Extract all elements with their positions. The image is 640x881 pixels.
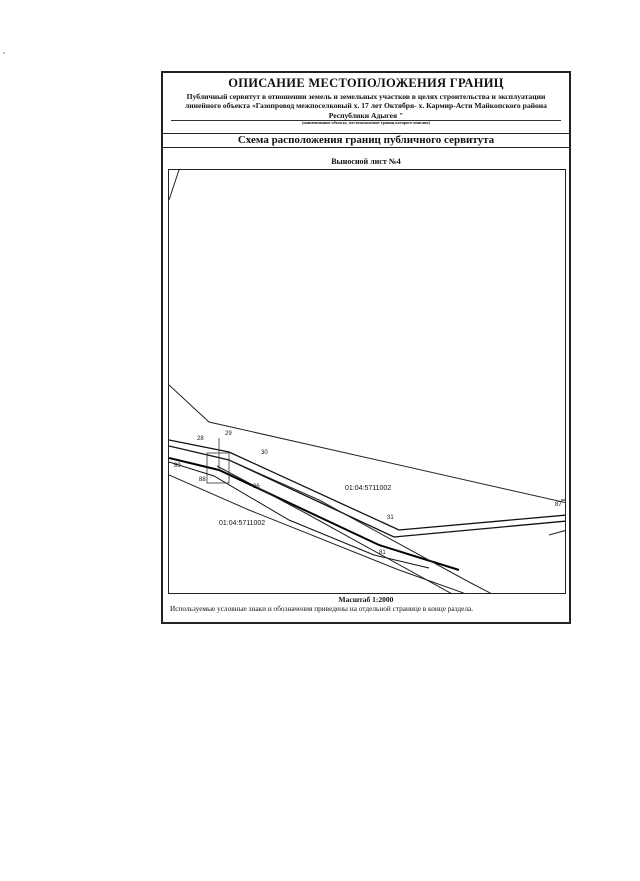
map-svg bbox=[169, 170, 566, 594]
document-title: ОПИСАНИЕ МЕСТОПОЛОЖЕНИЯ ГРАНИЦ bbox=[228, 76, 504, 90]
header-block bbox=[163, 73, 569, 134]
scale-label: Масштаб 1:2000 bbox=[338, 595, 394, 604]
point-label-81: 81 bbox=[379, 550, 386, 556]
document-frame bbox=[161, 71, 571, 624]
object-note: (наименование объекта, местоположение границ которого описано) bbox=[302, 120, 430, 125]
map-boundary-line bbox=[169, 170, 179, 200]
legend-note: Используемые условные знаки и обозначения приведены на отдельной странице в конце раздела. bbox=[170, 604, 474, 613]
edge-tick-2 bbox=[549, 530, 566, 535]
road-edge-1 bbox=[229, 460, 494, 594]
point-label-87: 87 bbox=[555, 502, 562, 508]
point-label-28: 28 bbox=[197, 436, 204, 442]
parcel-label-lower: 01:04:5711002 bbox=[219, 520, 266, 527]
scheme-title: Схема расположения границ публичного сервитута bbox=[163, 133, 569, 148]
map-drawing bbox=[168, 169, 566, 594]
sheet-label: Выносной лист №4 bbox=[331, 157, 401, 166]
point-label-88: 88 bbox=[199, 477, 206, 483]
document-subtitle: Публичный сервитут в отношении земель и земельных участков в целях строительства и эксплуатации линейного объекта «Газопровод межпоселковый х. 17 лет Октября- х. Кармир-Асти Майкопского района Республики Адыгея " bbox=[185, 92, 547, 120]
point-label-89: 89 bbox=[174, 463, 181, 469]
point-label-86: 86 bbox=[253, 484, 260, 490]
point-label-30: 30 bbox=[261, 450, 268, 456]
point-label-31: 31 bbox=[387, 515, 394, 521]
scan-speck bbox=[3, 52, 5, 54]
point-label-29: 29 bbox=[225, 431, 232, 437]
parcel-label-upper: 01:04:5711002 bbox=[345, 485, 392, 492]
